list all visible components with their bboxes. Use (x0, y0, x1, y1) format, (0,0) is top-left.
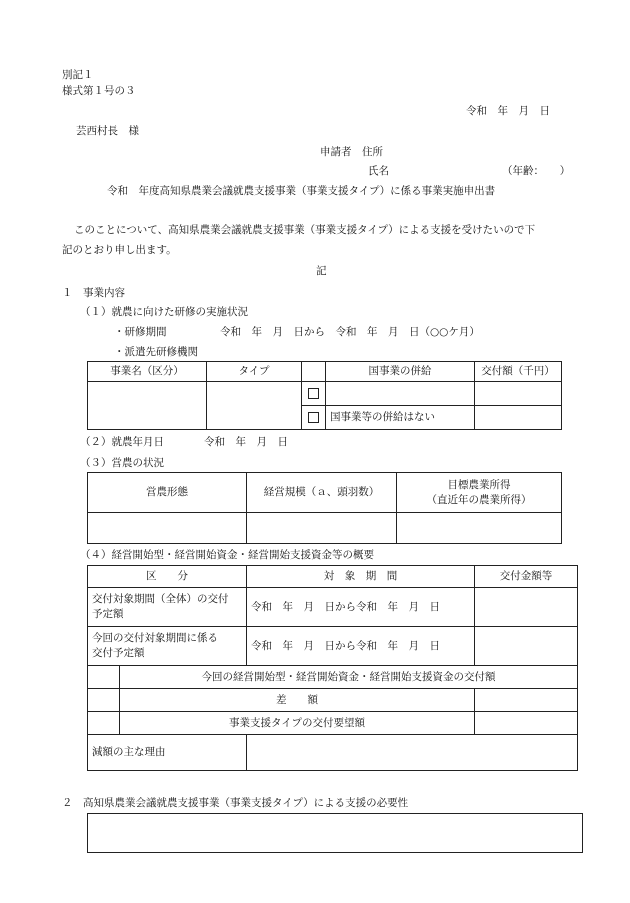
row-current-planned-label-a: 今回の交付対象期間に係る (92, 632, 218, 644)
row-reduction-reason-label: 減額の主な理由 (88, 735, 247, 771)
header-target-income (397, 473, 562, 513)
cell-national-project[interactable] (326, 382, 475, 406)
header-management-scale: 経営規模（ａ、頭羽数） (247, 473, 397, 513)
header-target-period: 対 象 期 間 (247, 566, 475, 588)
header-kubun: 区 分 (88, 566, 247, 588)
subsection1-heading: （１）就農に向けた研修の実施状況 (80, 306, 248, 318)
row-reduction-reason-field[interactable] (247, 735, 578, 771)
header-project-name: 事業名（区分） (88, 362, 207, 382)
national-project-checkbox[interactable] (308, 388, 319, 399)
no-concurrent-checkbox[interactable] (308, 412, 319, 423)
cell-grant-amount[interactable] (475, 382, 562, 406)
row-total-planned-label (88, 588, 247, 627)
subsection4-heading: （４）経営開始型・経営開始資金・経営開始支援資金等の概要 (80, 549, 374, 561)
training-table (87, 361, 562, 430)
no-concurrent-label: 国事業等の併給はない (326, 406, 475, 430)
page-title: 令和 年度高知県農業会議就農支援事業（事業支援タイプ）に係る事業実施申出書 (107, 185, 496, 197)
intro-text-line1: このことについて、高知県農業会議就農支援事業（事業支援タイプ）による支援を受けたいので下 (74, 224, 536, 236)
grant-overview-table (87, 565, 578, 771)
header-check (302, 362, 326, 382)
cell-type[interactable] (207, 382, 302, 430)
row-total-planned-amount[interactable] (475, 588, 578, 627)
target-income-label: 目標農業所得 (447, 478, 511, 491)
intro-text-line2: 記のとおり申し出ます。 (62, 244, 177, 256)
row-requested-amount[interactable] (475, 712, 578, 735)
row-total-planned-period: 令和 年 月 日から令和 年 月 日 (247, 588, 475, 627)
training-period-label: ・研修期間 (114, 326, 167, 338)
cell-grant-amount-2[interactable] (475, 406, 562, 430)
header-grant-amount: 交付額（千円） (475, 362, 562, 382)
row-requested-amount-label: 事業支援タイプの交付要望額 (120, 712, 475, 735)
row-total-planned-label-a: 交付対象期間（全体）の交付 (92, 593, 229, 605)
farming-status-table (87, 472, 562, 544)
row-difference-label: 差 額 (120, 689, 475, 712)
header-farming-type: 営農形態 (88, 473, 247, 513)
farming-start-date-label: （２）就農年月日 (80, 436, 164, 448)
applicant-name: 氏名 (368, 165, 389, 177)
section1-heading: １ 事業内容 (62, 287, 125, 299)
form-number: 様式第１号の３ (62, 85, 136, 97)
subsection3-heading: （３）営農の状況 (80, 457, 164, 469)
recent-income-label: （直近年の農業所得） (426, 493, 532, 506)
cell-management-scale[interactable] (247, 513, 397, 544)
dispatch-institution-label: ・派遣先研修機関 (114, 346, 198, 358)
header-national-project: 国事業の併給 (326, 362, 475, 382)
cell-project-name[interactable] (88, 382, 207, 430)
cell-target-income[interactable] (397, 513, 562, 544)
applicant-age: （年齢： ） (502, 165, 571, 177)
farming-start-date-value: 令和 年 月 日 (204, 436, 288, 448)
row-current-planned-label (88, 627, 247, 666)
header-grant-amount-etc: 交付金額等 (475, 566, 578, 588)
training-period-value: 令和 年 月 日から 令和 年 月 日（○○ケ月） (220, 326, 480, 338)
ki-heading: 記 (316, 265, 327, 277)
header-type: タイプ (207, 362, 302, 382)
row-current-planned-period: 令和 年 月 日から令和 年 月 日 (247, 627, 475, 666)
necessity-text-box[interactable] (87, 813, 583, 853)
date-field: 令和 年 月 日 (466, 105, 550, 117)
row-difference-amount[interactable] (475, 689, 578, 712)
row-current-planned-amount[interactable] (475, 627, 578, 666)
row-current-grant-label: 今回の経営開始型・経営開始資金・経営開始支援資金の交付額 (120, 666, 578, 689)
attachment-label: 別記１ (62, 69, 94, 81)
applicant-address: 申請者 住所 (320, 146, 383, 158)
cell-farming-type[interactable] (88, 513, 247, 544)
section2-heading: ２ 高知県農業会議就農支援事業（事業支援タイプ）による支援の必要性 (62, 797, 409, 809)
addressee: 芸西村長 様 (76, 125, 139, 137)
row-total-planned-label-b: 予定額 (92, 608, 124, 620)
row-current-planned-label-b: 交付予定額 (92, 647, 145, 659)
